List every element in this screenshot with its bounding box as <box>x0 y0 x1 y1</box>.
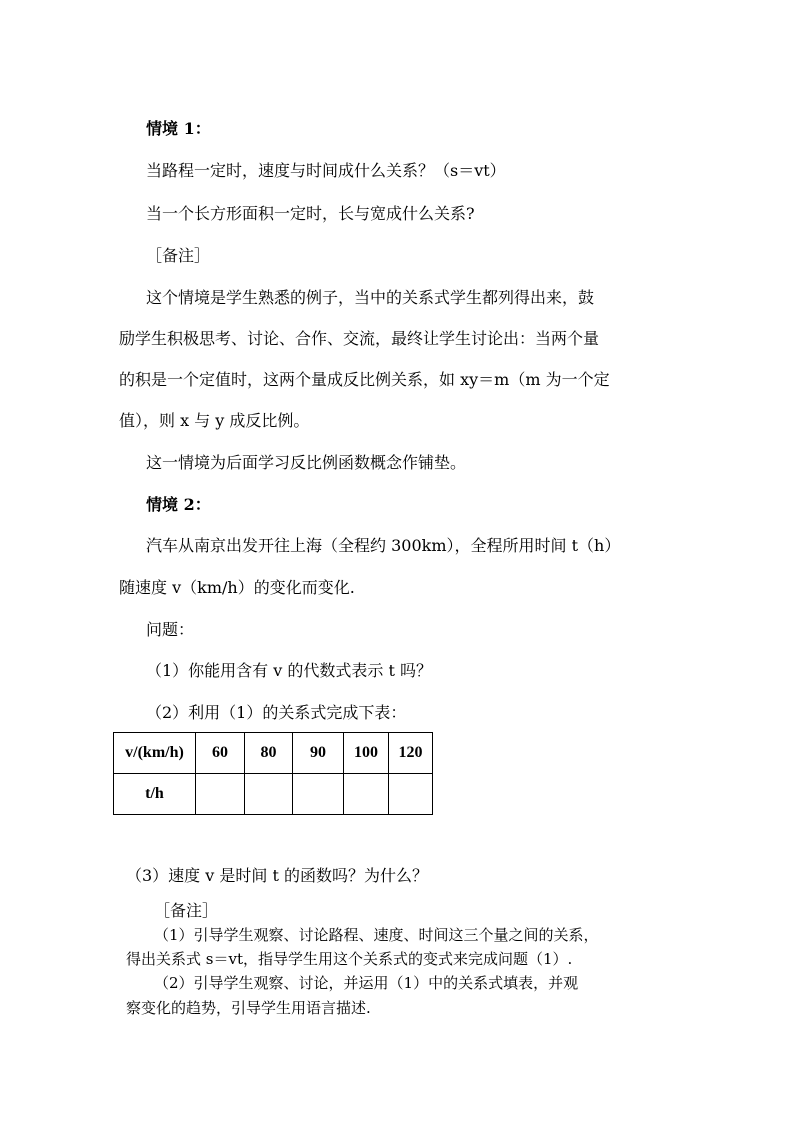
scenario1-question-1: 当路程一定时，速度与时间成什么关系？（s＝vt） <box>146 161 506 180</box>
scenario2-note-line: （2）引导学生观察、讨论，并运用（1）中的关系式填表，并观 <box>154 974 579 992</box>
table-cell: 100 <box>344 733 389 774</box>
table-header-cell: t/h <box>114 774 196 815</box>
scenario1-note-line: 这个情境是学生熟悉的例子，当中的关系式学生都列得出来，鼓 <box>146 288 595 307</box>
table-cell-empty <box>245 774 293 815</box>
table-row <box>114 733 433 774</box>
scenario1-title: 情境 1： <box>146 119 211 138</box>
scenario2-text-line: 随速度 v（km/h）的变化而变化. <box>119 578 355 597</box>
table-row <box>114 774 433 815</box>
table-cell: 120 <box>389 733 433 774</box>
table-cell: 90 <box>293 733 344 774</box>
table-cell-empty <box>344 774 389 815</box>
speed-time-table <box>113 732 433 815</box>
scenario2-question-label: 问题： <box>146 620 195 639</box>
table-cell-empty <box>196 774 245 815</box>
scenario1-note-line: 的积是一个定值时，这两个量成反比例关系，如 xy＝m（m 为一个定 <box>119 370 610 389</box>
table-cell-empty <box>293 774 344 815</box>
scenario2-text-line: 汽车从南京出发开往上海（全程约 300km），全程所用时间 t（h） <box>146 536 621 555</box>
scenario1-note-line: 值），则 x 与 y 成反比例。 <box>119 411 310 430</box>
table-cell-empty <box>389 774 433 815</box>
scenario1-question-2: 当一个长方形面积一定时，长与宽成什么关系? <box>146 204 475 223</box>
table-cell: 80 <box>245 733 293 774</box>
table-header-cell: v/(km/h) <box>114 733 196 774</box>
scenario1-summary: 这一情境为后面学习反比例函数概念作铺垫。 <box>146 453 467 472</box>
scenario1-note-line: 励学生积极思考、讨论、合作、交流，最终让学生讨论出：当两个量 <box>119 329 600 348</box>
table-cell: 60 <box>196 733 245 774</box>
scenario2-note-line: 得出关系式 s＝vt，指导学生用这个关系式的变式来完成问题（1）. <box>126 950 573 968</box>
scenario2-note-line: （1）引导学生观察、讨论路程、速度、时间这三个量之间的关系， <box>154 926 599 944</box>
scenario2-question-1: （1）你能用含有 v 的代数式表示 t 吗？ <box>146 661 432 680</box>
scenario2-note-label: ［备注］ <box>154 901 219 920</box>
scenario1-note-label: ［备注］ <box>146 246 211 265</box>
scenario2-question-3: （3）速度 v 是时间 t 的函数吗？为什么？ <box>126 866 428 885</box>
scenario2-note-line: 察变化的趋势，引导学生用语言描述. <box>126 999 371 1017</box>
scenario2-question-2: （2）利用（1）的关系式完成下表： <box>146 703 407 722</box>
scenario2-title: 情境 2： <box>146 495 211 514</box>
